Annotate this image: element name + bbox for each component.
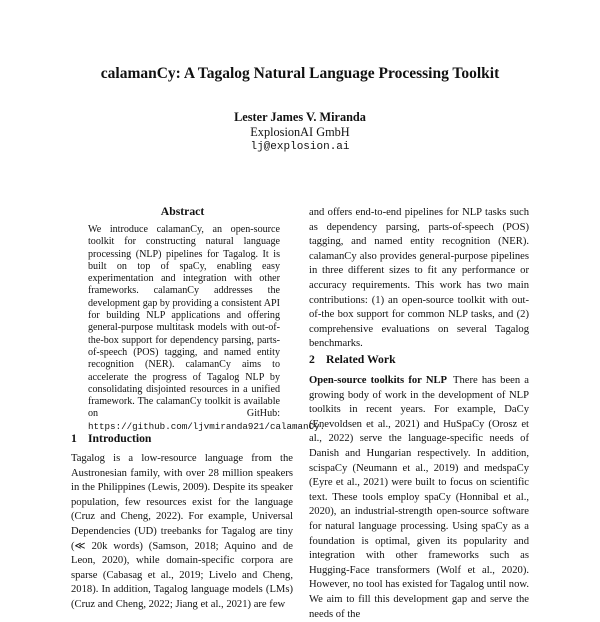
section-number: 2 (309, 353, 315, 366)
author-name: Lester James V. Miranda (234, 110, 366, 124)
section-title: Related Work (326, 353, 396, 366)
author-block (0, 110, 600, 155)
github-link[interactable]: https://github.com/ljvmiranda921/calamanCy. (88, 420, 326, 432)
author-affiliation: ExplosionAI GmbH (250, 125, 350, 139)
runin-heading: Open-source toolkits for NLP (309, 375, 448, 386)
related-work-text (309, 374, 529, 622)
author-email[interactable]: lj@explosion.ai (250, 141, 350, 153)
section-heading-related-work (309, 353, 396, 367)
abstract-heading: Abstract (160, 205, 205, 218)
section-number: 1 (71, 432, 77, 445)
section-heading-introduction (71, 432, 151, 446)
section-title: Introduction (88, 432, 152, 445)
introduction-text: Tagalog is a low-resource language from the Austronesian family, with over 28 million speakers in the Philippines (Lewis, 2009). Despite its speaker population, few resources exist for the language (Cruz and Cheng, 2022). For example, Universal Dependencies (UD) treebanks for Tagalog are tiny (≪ 20k words) (Samson, 2018; Aquino and de Leon, 2020), while domain-specific corpora are sparse (Cabasag et al., 2019; Livelo and Cheng, 2018). In addition, Tagalog language models (LMs) (Cruz and Cheng, 2022; Jiang et al., 2021) are few (71, 453, 293, 610)
paper-title: calamanCy: A Tagalog Natural Language Processing Toolkit (100, 65, 500, 82)
abstract-text: We introduce calamanCy, an open-source toolkit for constructing natural language processing (NLP) pipelines for Tagalog. It is built on top of spaCy, enabling easy experimentation and integration with other frameworks. calamanCy addresses the development gap by providing a consistent API for building NLP applications and offering general-purpose multitask models with out-of-the-box support for dependency parsing, parts-of-speech (POS) tagging, and named entity recognition (NER). calamanCy aims to accelerate the progress of Tagalog NLP by consolidating disjointed resources in a unified framework. The calamanCy toolkit is available on GitHub: (88, 224, 280, 420)
intro-continuation-text: and offers end-to-end pipelines for NLP tasks such as dependency parsing, parts-of-speech (POS) tagging, and named entity recognition (NER). calamanCy also provides general-purpose pipelines in three different sizes to fit any performance or accuracy requirements. This work has two main contributions: (1) an open-source toolkit with out-of-the box support for common NLP tasks, and (2) comprehensive evaluations on several Tagalog benchmarks. (309, 207, 529, 350)
related-work-body: There has been a growing body of work in the development of NLP toolkits in recent years. For example, DaCy (Enevoldsen et al., 2021) and HuSpaCy (Orosz et al., 2022) serve the language-specific needs of Danish and Hungarian respectively. In addition, scispaCy (Neumann et al., 2019) and medspaCy (Eyre et al., 2021) were built to focus on scientific text. These tools employ spaCy (Honnibal et al., 2020), an industrial-strength open-source software for natural language processing. Using spaCy as a foundation is optimal, given its popularity and integration with other frameworks such as Hugging-Face transformers (Wolf et al., 2020). However, no tool has existed for Tagalog until now. We aim to fill this development gap and serve the needs of the (309, 375, 529, 620)
abstract-body (88, 224, 326, 433)
